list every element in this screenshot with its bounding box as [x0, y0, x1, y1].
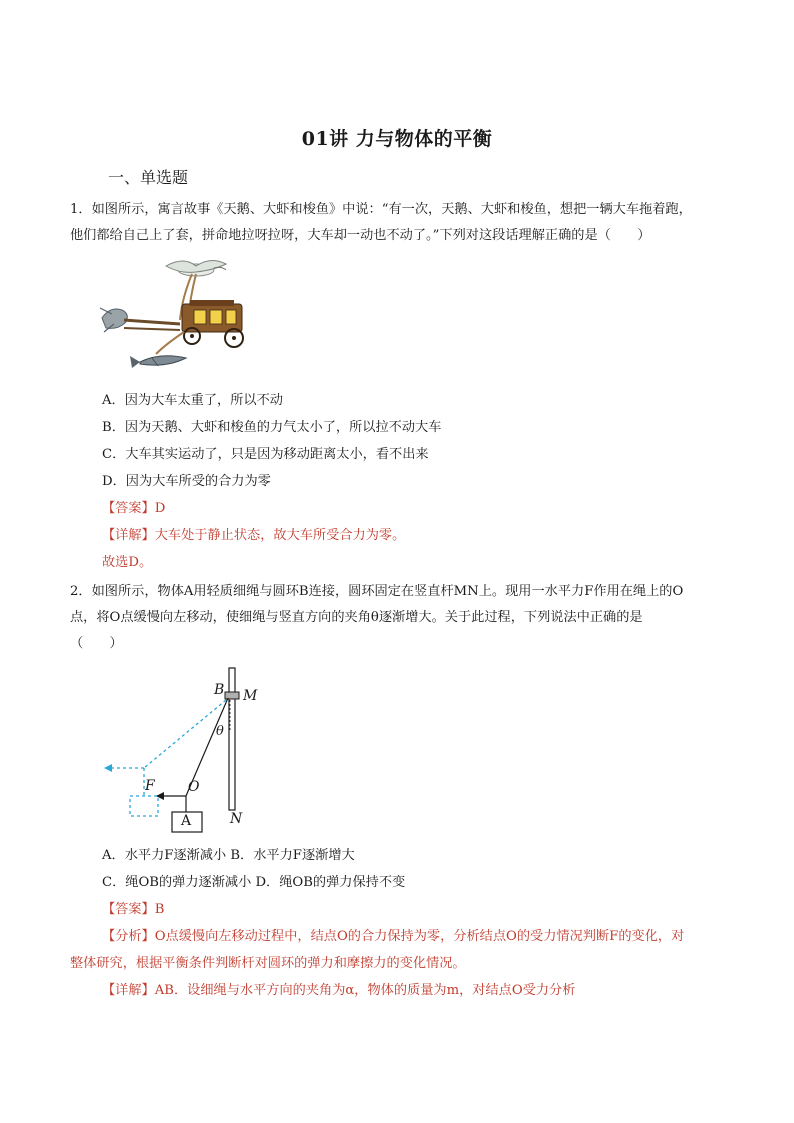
q1-option-a: A．因为大车太重了，所以不动 — [102, 393, 283, 408]
q2-stem-line2: 点，将O点缓慢向左移动，使细绳与竖直方向的夹角θ逐渐增大。关于此过程，下列说法中正确的是 — [70, 610, 643, 625]
label-f: F — [145, 778, 155, 794]
q2-detail-tag: 【详解】 — [102, 983, 155, 998]
q2-detail: AB．设细绳与水平方向的夹角为α，物体的质量为m，对结点O受力分析 — [154, 983, 576, 998]
q2-stem-line1: 2．如图所示，物体A用轻质细绳与圆环B连接，圆环固定在竖直杆MN上。现用一水平力F作用在绳上的O — [70, 584, 684, 599]
pike-image — [130, 356, 186, 368]
q1-option-b: B．因为天鹅、大虾和梭鱼的力气太小了，所以拉不动大车 — [102, 420, 442, 435]
q2-analysis-text1: O点缓慢向左移动过程中，结点O的合力保持为零，分析结点O的受力情况判断F的变化，对 — [154, 929, 685, 944]
q1-figure-cart — [96, 258, 256, 376]
q2-detail-line — [102, 981, 575, 1001]
dashed-mass — [130, 796, 158, 816]
q2-analysis-line2: 整体研究，根据平衡条件判断杆对圆环的弹力和摩擦力的变化情况。 — [70, 956, 466, 971]
q2-answer: B — [154, 902, 165, 917]
section-heading: 一、单选题 — [108, 168, 189, 187]
label-m: M — [243, 688, 258, 704]
q1-detail-line — [102, 526, 405, 546]
ring-b — [225, 692, 239, 699]
cart-image — [182, 300, 243, 347]
q2-analysis-tag: 【分析】 — [102, 929, 155, 944]
q2-answer-tag: 【答案】 — [102, 902, 155, 917]
q1-detail-tag: 【详解】 — [102, 528, 155, 543]
q2-analysis-line1 — [102, 927, 684, 947]
q2-figure-rod — [98, 660, 268, 830]
dashed-rope — [144, 700, 226, 768]
swan-image — [166, 260, 226, 276]
crayfish-image — [100, 308, 127, 332]
q2-options-line1: A．水平力F逐渐减小 B．水平力F逐渐增大 — [102, 848, 355, 863]
rod-mn — [229, 668, 235, 810]
label-b: B — [214, 682, 225, 698]
q1-detail: 大车处于静止状态，故大车所受合力为零。 — [154, 528, 406, 543]
q1-option-c: C．大车其实运动了，只是因为移动距离太小，看不出来 — [102, 447, 429, 462]
label-a: A — [181, 813, 192, 829]
q1-answer-line — [102, 499, 165, 519]
label-theta: θ — [216, 724, 224, 739]
page-title: 01讲 力与物体的平衡 — [301, 128, 493, 150]
q1-answer: D — [154, 501, 166, 516]
q2-answer-line — [102, 900, 164, 920]
q2-options-line2: C．绳OB的弹力逐渐减小 D．绳OB的弹力保持不变 — [102, 875, 406, 890]
q1-stem-line2: 他们都给自己上了套，拼命地拉呀拉呀，大车却一动也不动了。”下列对这段话理解正确的是（ ） — [70, 228, 651, 243]
q2-stem-line3: （ ） — [70, 636, 123, 651]
label-o: O — [188, 779, 200, 795]
q1-option-d: D．因为大车所受的合力为零 — [102, 474, 271, 489]
q1-conclusion: 故选D。 — [102, 555, 153, 570]
label-n: N — [230, 811, 243, 827]
q1-stem-line1: 1．如图所示，寓言故事《天鹅、大虾和梭鱼》中说：“有一次，天鹅、大虾和梭鱼，想把一辆大车拖着跑， — [70, 202, 692, 217]
q1-answer-tag: 【答案】 — [102, 501, 155, 516]
